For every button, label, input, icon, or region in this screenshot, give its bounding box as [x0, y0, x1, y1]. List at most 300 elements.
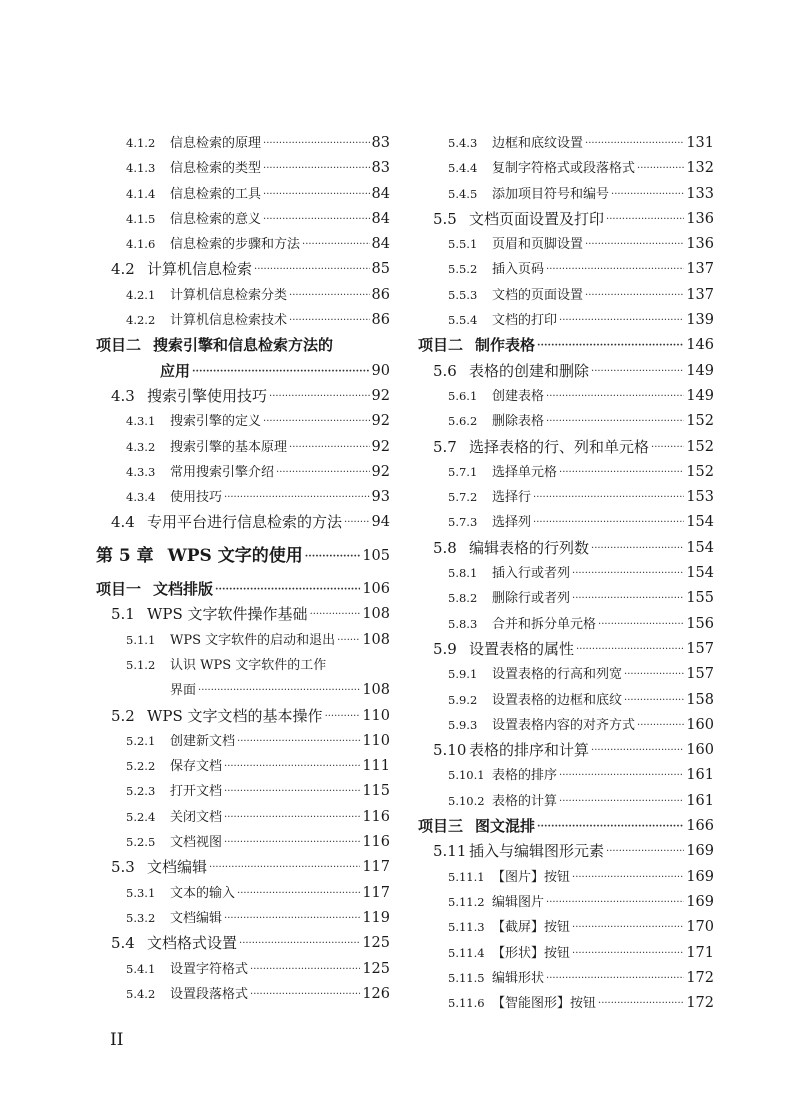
toc-entry[interactable] [418, 814, 714, 839]
toc-entry-page: 137 [686, 261, 714, 278]
toc-entry-page: 157 [686, 640, 714, 657]
toc-entry-number: 5.9.2 [448, 692, 478, 707]
toc-entry[interactable] [96, 232, 390, 257]
toc-entry[interactable] [96, 384, 390, 409]
toc-entry-number: 5.5.2 [448, 262, 478, 277]
toc-entry-number: 5.11.2 [448, 894, 485, 909]
leader-dots [254, 257, 370, 282]
toc-entry-title: 插入页码 [492, 262, 545, 278]
toc-entry-title: 合并和拆分单元格 [492, 616, 597, 632]
toc-entry-page: 136 [686, 236, 714, 253]
leader-dots [624, 688, 684, 713]
leader-dots [559, 763, 684, 788]
toc-entry[interactable] [96, 805, 390, 830]
toc-entry-page: 169 [686, 868, 714, 885]
toc-entry[interactable] [96, 460, 390, 485]
toc-entry-page: 92 [371, 413, 390, 430]
toc-entry[interactable] [418, 409, 714, 434]
leader-dots [269, 384, 370, 409]
toc-entry[interactable] [96, 855, 390, 880]
toc-left-column [96, 131, 390, 1007]
toc-entry-number: 5.7.2 [448, 490, 478, 505]
toc-entry-number: 5.8 [433, 538, 457, 557]
toc-entry[interactable] [418, 890, 714, 915]
leader-dots [337, 628, 360, 653]
toc-entry-number: 4.2.1 [126, 287, 156, 302]
toc-entry[interactable] [96, 485, 390, 510]
toc-entry-number: 4.1.4 [126, 186, 156, 201]
toc-entry-page: 172 [686, 969, 714, 986]
leader-dots [572, 586, 684, 611]
leader-dots [263, 207, 370, 232]
toc-entry-title: WPS 文字文档的基本操作 [147, 706, 323, 725]
page-folio: II [110, 1030, 124, 1050]
toc-entry-title: WPS 文字的使用 [167, 545, 303, 566]
toc-entry-title: 计算机信息检索 [147, 260, 253, 279]
toc-entry-number: 4.3 [111, 386, 135, 405]
leader-dots [585, 232, 684, 257]
leader-dots [624, 662, 684, 687]
toc-entry-title: 使用技巧 [170, 490, 223, 506]
toc-entry-title: 文档的打印 [492, 313, 558, 329]
toc-entry-page: 84 [371, 185, 390, 202]
toc-entry-title: 编辑表格的行列数 [469, 538, 590, 557]
leader-dots [598, 612, 684, 637]
toc-entry[interactable] [418, 688, 714, 713]
toc-entry[interactable] [418, 561, 714, 586]
toc-entry-number: 4.1.2 [126, 136, 156, 150]
toc-entry-title: 表格的排序 [492, 768, 558, 784]
toc-entry-number: 5.1.2 [126, 657, 156, 672]
toc-entry[interactable] [418, 333, 714, 358]
leader-dots [585, 283, 684, 308]
leader-dots [537, 814, 684, 839]
toc-entry[interactable] [96, 678, 390, 703]
toc-entry-page: 166 [686, 818, 714, 835]
toc-entry-page: 92 [371, 387, 390, 404]
toc-entry-page: 92 [371, 438, 390, 455]
toc-entry[interactable] [96, 156, 390, 181]
toc-entry-title: 文档编辑 [170, 910, 223, 926]
toc-entry-page: 161 [686, 792, 714, 809]
leader-dots [637, 156, 684, 181]
toc-entry-page: 169 [686, 843, 714, 860]
toc-entry[interactable] [96, 207, 390, 232]
toc-entry-number: 5.1.1 [126, 632, 156, 647]
toc-entry[interactable] [96, 653, 390, 678]
toc-entry-number: 5.5 [433, 209, 457, 228]
toc-entry-number: 5.4.3 [448, 136, 478, 150]
toc-entry-number: 4.2 [111, 260, 135, 279]
toc-entry-number: 5.9 [433, 639, 457, 658]
toc-entry[interactable] [96, 257, 390, 282]
toc-entry-number: 5.8.2 [448, 591, 478, 606]
toc-entry-page: 126 [362, 985, 390, 1002]
leader-dots [263, 131, 370, 156]
leader-dots [559, 460, 684, 485]
toc-entry-page: 92 [371, 463, 390, 480]
toc-entry[interactable] [96, 283, 390, 308]
toc-entry[interactable] [418, 485, 714, 510]
toc-entry-title: 计算机信息检索技术 [170, 313, 288, 329]
toc-entry-title: WPS 文字软件操作基础 [147, 605, 308, 624]
toc-entry-title: 创建表格 [492, 388, 545, 404]
toc-entry[interactable] [418, 991, 714, 1016]
toc-entry-number: 项目二 [418, 336, 464, 355]
toc-entry[interactable] [418, 789, 714, 814]
toc-entry-number: 5.7.3 [448, 515, 478, 530]
toc-entry-page: 133 [686, 185, 714, 202]
toc-entry-page: 94 [371, 514, 390, 531]
toc-entry-title: 信息检索的步骤和方法 [170, 237, 301, 253]
toc-entry-page: 111 [362, 758, 390, 775]
leader-dots [198, 678, 360, 703]
toc-entry[interactable] [96, 308, 390, 333]
toc-entry-number: 5.11.4 [448, 945, 485, 960]
toc-entry-page: 152 [686, 438, 714, 455]
toc-entry[interactable] [96, 359, 390, 384]
toc-entry[interactable] [96, 333, 390, 358]
toc-entry-number: 5.11.6 [448, 996, 485, 1011]
toc-entry-page: 119 [362, 909, 390, 926]
toc-entry[interactable] [418, 283, 714, 308]
toc-entry-page: 160 [686, 742, 714, 759]
toc-entry[interactable] [418, 156, 714, 181]
leader-dots [276, 460, 370, 485]
toc-entry-title: 编辑图片 [492, 894, 545, 910]
leader-dots [651, 435, 684, 460]
toc-entry-title: 删除表格 [492, 414, 545, 430]
toc-entry[interactable] [96, 957, 390, 982]
leader-dots [585, 131, 684, 156]
toc-entry-page: 153 [686, 489, 714, 506]
toc-entry-title: 删除行或者列 [492, 591, 571, 607]
toc-entry-title: 文档编辑 [147, 858, 208, 877]
toc-entry-number: 4.3.2 [126, 439, 156, 454]
toc-entry-page: 161 [686, 767, 714, 784]
toc-entry-title: 选择行 [492, 490, 532, 506]
toc-entry-number: 5.9.3 [448, 717, 478, 732]
leader-dots [572, 561, 684, 586]
toc-entry-title: 文档排版 [153, 580, 214, 599]
toc-entry[interactable] [418, 131, 714, 156]
toc-entry-page: 83 [371, 160, 390, 177]
toc-entry-page: 84 [371, 210, 390, 227]
toc-entry-title: 信息检索的原理 [170, 136, 262, 151]
leader-dots [263, 156, 370, 181]
toc-entry-number: 5.4.4 [448, 161, 478, 176]
toc-entry-title: 设置表格的行高和列宽 [492, 667, 623, 683]
leader-dots [546, 257, 684, 282]
toc-entry-title: 设置字符格式 [170, 961, 249, 977]
toc-entry[interactable] [418, 207, 714, 232]
toc-entry-page: 90 [371, 362, 390, 379]
toc-entry[interactable] [96, 544, 390, 569]
toc-entry-number: 5.10 [433, 741, 467, 760]
leader-dots [546, 409, 684, 434]
toc-entry-title: 【图片】按钮 [492, 869, 571, 885]
toc-entry[interactable] [96, 510, 390, 535]
toc-entry-page: 137 [686, 286, 714, 303]
toc-entry-title: 计算机信息检索分类 [170, 287, 288, 303]
leader-dots [537, 333, 684, 358]
toc-entry[interactable] [96, 409, 390, 434]
toc-entry[interactable] [418, 763, 714, 788]
toc-entry-page: 152 [686, 413, 714, 430]
leader-dots [591, 536, 684, 561]
toc-entry-title: 文档页面设置及打印 [469, 209, 605, 228]
leader-dots [325, 704, 361, 729]
toc-entry-number: 5.8.1 [448, 566, 478, 581]
toc-entry[interactable] [96, 881, 390, 906]
toc-entry-number: 5.3.1 [126, 885, 156, 900]
toc-entry-title: 搜索引擎的基本原理 [170, 439, 288, 455]
leader-dots [611, 182, 684, 207]
toc-entry-number: 5.6.2 [448, 414, 478, 429]
toc-entry-number: 5.2.4 [126, 809, 156, 824]
leader-dots [546, 890, 684, 915]
toc-entry-page: 154 [686, 514, 714, 531]
toc-entry-title: 制作表格 [475, 336, 536, 355]
toc-entry[interactable] [418, 865, 714, 890]
leader-dots [546, 384, 684, 409]
toc-entry-number: 5.5.4 [448, 313, 478, 328]
toc-entry-title: 表格的计算 [492, 793, 558, 809]
toc-entry-number: 5.10.2 [448, 793, 485, 808]
toc-entry-number: 5.11 [433, 842, 467, 861]
leader-dots [237, 881, 360, 906]
toc-entry-page: 110 [362, 732, 390, 749]
toc-entry[interactable] [96, 754, 390, 779]
toc-entry-page: 136 [686, 210, 714, 227]
toc-entry-number: 5.7.1 [448, 464, 478, 479]
toc-entry-page: 108 [362, 606, 390, 623]
toc-entry-number: 4.1.5 [126, 211, 156, 226]
toc-entry-page: 117 [362, 859, 390, 876]
toc-entry[interactable] [418, 460, 714, 485]
toc-entry-page: 139 [686, 312, 714, 329]
toc-entry-title: 文本的输入 [170, 885, 236, 901]
toc-entry-title: 关闭文档 [170, 809, 223, 825]
toc-entry-title: 应用 [160, 361, 191, 380]
toc-entry-page: 110 [362, 707, 390, 724]
toc-entry-page: 108 [362, 682, 390, 699]
toc-entry-title: 复制字符格式或段落格式 [492, 161, 636, 177]
toc-entry-number: 5.11.1 [448, 869, 485, 884]
toc-entry-number: 5.10.1 [448, 768, 485, 783]
leader-dots [637, 713, 684, 738]
toc-entry-number: 5.3 [111, 858, 135, 877]
leader-dots [606, 207, 684, 232]
toc-entry[interactable] [418, 915, 714, 940]
toc-entry[interactable] [96, 577, 390, 602]
leader-dots [263, 409, 370, 434]
toc-entry-page: 154 [686, 539, 714, 556]
toc-entry-number: 项目三 [418, 817, 464, 836]
leader-dots [305, 544, 361, 569]
toc-entry[interactable] [418, 662, 714, 687]
toc-entry[interactable] [96, 704, 390, 729]
toc-entry-title: 设置表格的属性 [469, 639, 575, 658]
toc-entry-title: 创建新文档 [170, 733, 236, 749]
toc-entry[interactable] [418, 713, 714, 738]
toc-entry-number: 5.6.1 [448, 388, 478, 403]
toc-entry-title: 文档的页面设置 [492, 287, 584, 303]
toc-entry-number: 5.4.2 [126, 986, 156, 1001]
toc-entry-title: 【截屏】按钮 [492, 920, 571, 936]
toc-entry[interactable] [418, 308, 714, 333]
leader-dots [572, 941, 684, 966]
toc-entry-title: 认识 WPS 文字软件的工作 [170, 657, 327, 673]
toc-entry-page: 172 [686, 995, 714, 1012]
toc-entry-title: 打开文档 [170, 784, 223, 800]
toc-entry-title: 搜索引擎和信息检索方法的 [153, 336, 334, 355]
toc-entry-title: 搜索引擎的定义 [170, 414, 262, 430]
leader-dots [591, 359, 684, 384]
toc-entry-title: 插入行或者列 [492, 566, 571, 582]
toc-entry-title: 专用平台进行信息检索的方法 [147, 513, 343, 532]
toc-entry-number: 项目一 [96, 580, 142, 599]
leader-dots [224, 830, 360, 855]
toc-entry-title: 编辑形状 [492, 970, 545, 986]
toc-entry-title: 设置表格内容的对齐方式 [492, 717, 636, 733]
toc-entry-number: 4.3.4 [126, 490, 156, 505]
leader-dots [250, 982, 360, 1007]
toc-entry-number: 5.2 [111, 706, 135, 725]
toc-entry[interactable] [96, 628, 390, 653]
toc-entry-number: 5.5.3 [448, 287, 478, 302]
leader-dots [224, 779, 360, 804]
toc-entry-number: 5.2.2 [126, 759, 156, 774]
toc-entry[interactable] [418, 435, 714, 460]
toc-entry-title: 信息检索的工具 [170, 186, 262, 202]
toc-entry-number: 4.1.3 [126, 161, 156, 176]
toc-entry[interactable] [96, 729, 390, 754]
toc-entry[interactable] [96, 931, 390, 956]
toc-entry-page: 93 [371, 489, 390, 506]
toc-entry[interactable] [418, 586, 714, 611]
toc-entry-number: 5.9.1 [448, 667, 478, 682]
toc-entry[interactable] [96, 602, 390, 627]
toc-entry-number: 5.1 [111, 605, 135, 624]
toc-entry-page: 157 [686, 666, 714, 683]
toc-entry-number: 5.11.5 [448, 970, 485, 985]
leader-dots [209, 855, 360, 880]
leader-dots [591, 738, 684, 763]
toc-entry[interactable] [418, 966, 714, 991]
toc-entry-page: 105 [362, 547, 390, 564]
toc-entry-page: 149 [686, 387, 714, 404]
toc-entry-title: 搜索引擎使用技巧 [147, 386, 268, 405]
toc-entry-page: 106 [362, 581, 390, 598]
toc-entry[interactable] [96, 830, 390, 855]
toc-entry[interactable] [418, 941, 714, 966]
toc-entry[interactable] [418, 839, 714, 864]
leader-dots [289, 435, 370, 460]
leader-dots [572, 865, 684, 890]
toc-entry-number: 5.2.3 [126, 784, 156, 799]
leader-dots [289, 308, 370, 333]
toc-entry-page: 160 [686, 716, 714, 733]
toc-entry-number: 5.8.3 [448, 616, 478, 631]
toc-entry[interactable] [418, 384, 714, 409]
toc-entry-page: 171 [686, 944, 714, 961]
toc-entry-page: 146 [686, 337, 714, 354]
toc-entry-title: 表格的排序和计算 [469, 741, 590, 760]
toc-right-column [418, 131, 714, 1016]
toc-entry[interactable] [418, 510, 714, 535]
toc-entry-page: 116 [362, 808, 390, 825]
leader-dots [289, 283, 370, 308]
toc-entry[interactable] [418, 738, 714, 763]
leader-dots [576, 637, 684, 662]
toc-entry-page: 149 [686, 362, 714, 379]
toc-entry-number: 5.7 [433, 437, 457, 456]
leader-dots [215, 577, 360, 602]
toc-entry-title: 文档格式设置 [147, 934, 238, 953]
toc-entry-title: 插入与编辑图形元素 [469, 842, 605, 861]
toc-entry[interactable] [96, 131, 390, 156]
toc-entry-number: 第 5 章 [96, 545, 154, 566]
toc-entry-title: 信息检索的意义 [170, 211, 262, 227]
toc-entry-title: 设置段落格式 [170, 986, 249, 1002]
leader-dots [533, 510, 684, 535]
leader-dots [572, 915, 684, 940]
toc-entry-title: 选择列 [492, 515, 532, 531]
leader-dots [606, 839, 684, 864]
toc-entry[interactable] [418, 612, 714, 637]
toc-entry[interactable] [418, 637, 714, 662]
leader-dots [533, 485, 684, 510]
toc-entry-number: 5.2.5 [126, 835, 156, 850]
toc-entry-title: 添加项目符号和编号 [492, 186, 610, 202]
toc-entry[interactable] [418, 257, 714, 282]
toc-entry-page: 155 [686, 590, 714, 607]
toc-entry[interactable] [96, 435, 390, 460]
toc-entry[interactable] [418, 536, 714, 561]
toc-entry-number: 5.2.1 [126, 733, 156, 748]
toc-entry-page: 156 [686, 615, 714, 632]
toc-entry-number: 4.3.1 [126, 414, 156, 429]
leader-dots [302, 232, 370, 257]
leader-dots [263, 182, 370, 207]
toc-entry-page: 86 [371, 286, 390, 303]
leader-dots [559, 789, 684, 814]
leader-dots [237, 729, 360, 754]
toc-entry-page: 132 [686, 160, 714, 177]
toc-entry-number: 5.4.1 [126, 961, 156, 976]
leader-dots [239, 931, 360, 956]
toc-entry-page: 158 [686, 691, 714, 708]
toc-entry[interactable] [96, 982, 390, 1007]
toc-entry-number: 5.3.2 [126, 910, 156, 925]
toc-entry-number: 4.2.2 [126, 313, 156, 328]
toc-entry-page: 131 [686, 135, 714, 151]
leader-dots [250, 957, 360, 982]
toc-entry[interactable] [96, 182, 390, 207]
toc-entry-title: 表格的创建和删除 [469, 361, 590, 380]
toc-entry[interactable] [96, 779, 390, 804]
toc-entry[interactable] [418, 182, 714, 207]
toc-entry-title: 边框和底纹设置 [492, 136, 584, 151]
toc-entry-title: 常用搜索引擎介绍 [170, 464, 275, 480]
toc-entry-title: 【形状】按钮 [492, 945, 571, 961]
toc-entry[interactable] [418, 359, 714, 384]
leader-dots [559, 308, 684, 333]
toc-entry[interactable] [96, 906, 390, 931]
leader-dots [224, 754, 360, 779]
toc-entry[interactable] [418, 232, 714, 257]
